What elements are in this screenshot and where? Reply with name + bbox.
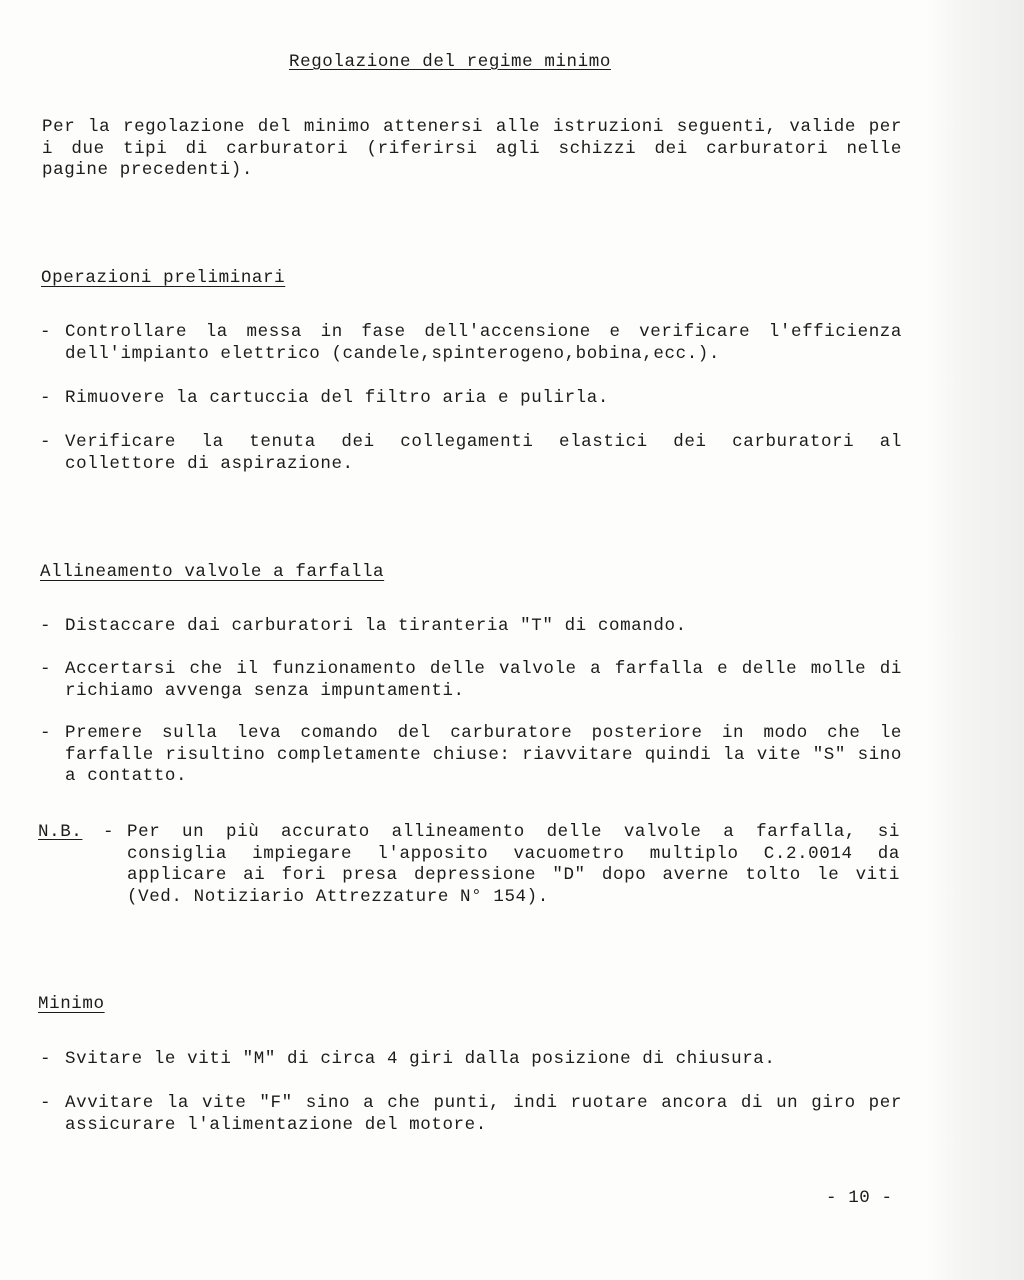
scan-edge-shadow [928,0,1024,1280]
section-heading-allineamento-valvole: Allineamento valvole a farfalla [40,562,385,582]
bullet-dash: - [40,659,52,679]
bullet-dash: - [40,322,52,342]
section-heading-operazioni-preliminari: Operazioni preliminari [41,268,286,288]
bullet-dash: - [40,1093,52,1113]
bullet-dash: - [40,616,52,636]
list-item-text: Distaccare dai carburatori la tiranteria "T" di comando. [65,616,687,636]
bullet-dash: - [40,432,52,452]
bullet-dash: - [40,1049,52,1069]
bullet-dash: - [40,723,52,743]
bullet-dash: - [40,388,52,408]
list-item-text: Svitare le viti "M" di circa 4 giri dalla posizione di chiusura. [65,1049,776,1069]
list-item-text: Avvitare la vite "F" sino a che punti, indi ruotare ancora di un giro per assicurare l'alimentazione del motore. [65,1093,902,1135]
note-text: Per un più accurato allineamento delle valvole a farfalla, si consiglia impiegare l'apposito vacuometro multiplo C.2.0014 da applicare ai fori presa depressione "D" dopo averne tolto le viti (Ved. Notiziario Attrezzature N° 154). [127,822,900,907]
list-item-text: Verificare la tenuta dei collegamenti elastici dei carburatori al collettore di aspirazione. [65,432,902,474]
page-title: Regolazione del regime minimo [289,52,611,72]
list-item-text: Controllare la messa in fase dell'accensione e verificare l'efficienza dell'impianto elettrico (candele,spinterogeno,bobina,ecc.). [65,322,902,364]
note-label: N.B. [38,822,83,842]
list-item-text: Premere sulla leva comando del carburatore posteriore in modo che le farfalle risultino completamente chiuse: riavvitare quindi la vite "S" sino a contatto. [65,723,902,786]
intro-paragraph: Per la regolazione del minimo attenersi alle istruzioni seguenti, valide per i due tipi di carburatori (riferirsi agli schizzi dei carburatori nelle pagine precedenti). [42,117,902,180]
page-number: - 10 - [826,1188,893,1208]
list-item-text: Accertarsi che il funzionamento delle valvole a farfalla e delle molle di richiamo avvenga senza impuntamenti. [65,659,902,701]
list-item-text: Rimuovere la cartuccia del filtro aria e pulirla. [65,388,609,408]
section-heading-minimo: Minimo [38,994,105,1014]
note-dash: - [103,822,115,842]
